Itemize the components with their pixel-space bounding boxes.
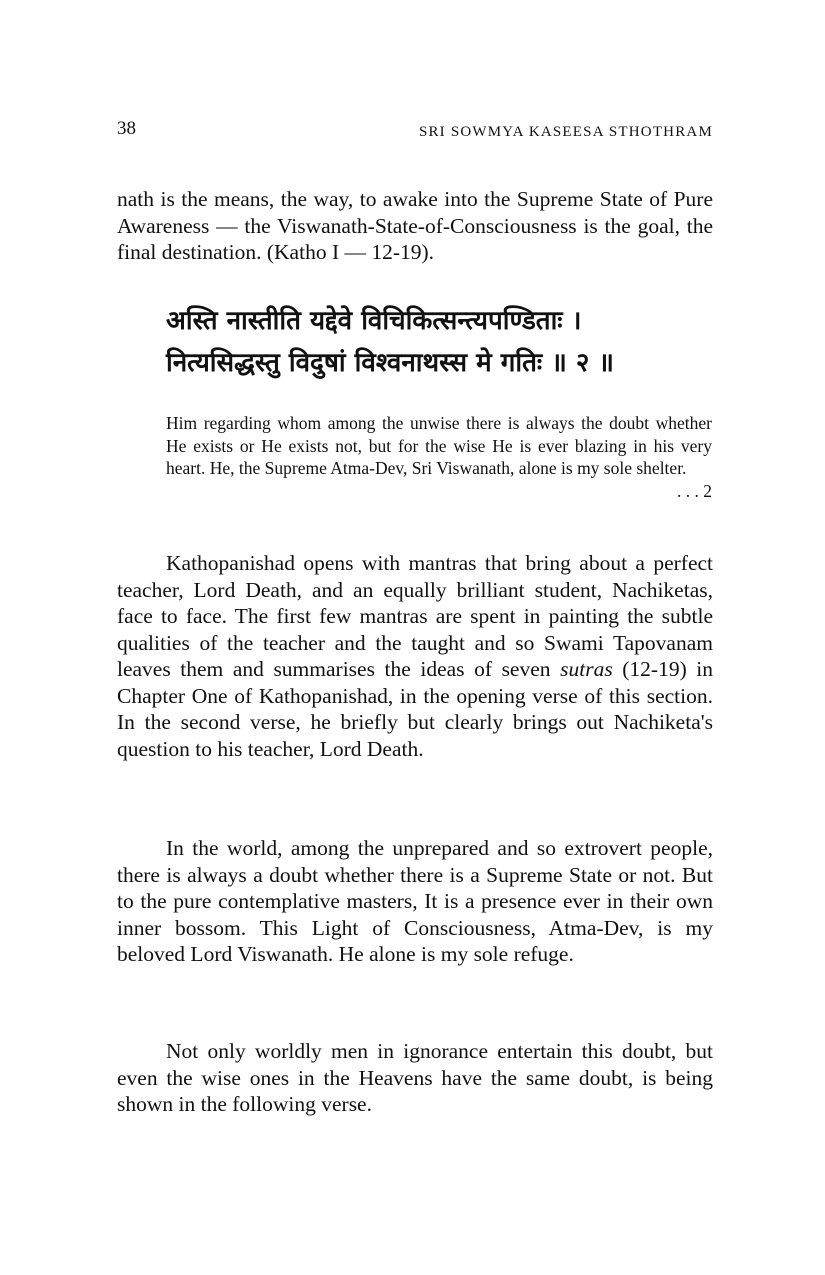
running-head: SRI SOWMYA KASEESA STHOTHRAM <box>418 124 713 140</box>
sanskrit-verse <box>166 300 726 384</box>
kathopanishad-text-after: (12-19) in Chapter One of Kathopanishad, in the opening verse of this section. In the second verse, he briefly but clearly brings out Nachiketa's question to his teacher, Lord Death. <box>117 657 714 761</box>
paragraph-world: In the world, among the unprepared and so extrovert people, there is always a doubt whether there is a Supreme State or not. But to the pure contemplative masters, It is a presence ever in their own inner bossom. This Light of Consciousness, Atma-Dev, is my beloved Lord Viswanath. He alone is my sole refuge. <box>117 836 713 966</box>
page-number: 38 <box>117 118 136 139</box>
verse-number: . . . 2 <box>677 480 712 501</box>
kathopanishad-italic-term: sutras <box>560 657 613 681</box>
sanskrit-line-1: अस्ति नास्तीति यद्देवे विचिकित्सन्त्यपण्डिताः । <box>166 306 582 336</box>
translation-text: Him regarding whom among the unwise there is always the doubt whether He exists or He exists not, but for the wise He is ever blazing in his very heart. He, the Supreme Atma-Dev, Sri Viswanath, alone is my sole shelter. <box>166 413 712 478</box>
verse-translation <box>166 412 712 502</box>
paragraph-not-only: Not only worldly men in ignorance entertain this doubt, but even the wise ones in the Heavens have the same doubt, is being shown in the following verse. <box>117 1039 713 1116</box>
paragraph-kathopanishad <box>117 550 713 762</box>
kathopanishad-text-before: Kathopanishad opens with mantras that bring about a perfect teacher, Lord Death, and an equally brilliant student, Nachiketas, face to face. The first few mantras are spent in painting the subtle qualities of the teacher and the taught and so Swami Tapovanam leaves them and summarises the ideas of seven <box>117 551 713 681</box>
intro-paragraph: nath is the means, the way, to awake into the Supreme State of Pure Awareness — the Viswanath-State-of-Consciousness is the goal, the final destination. (Katho I — 12-19). <box>117 187 713 264</box>
sanskrit-line-2: नित्यसिद्धस्तु विदुषां विश्वनाथस्स मे गतिः ॥ २ ॥ <box>166 348 615 378</box>
